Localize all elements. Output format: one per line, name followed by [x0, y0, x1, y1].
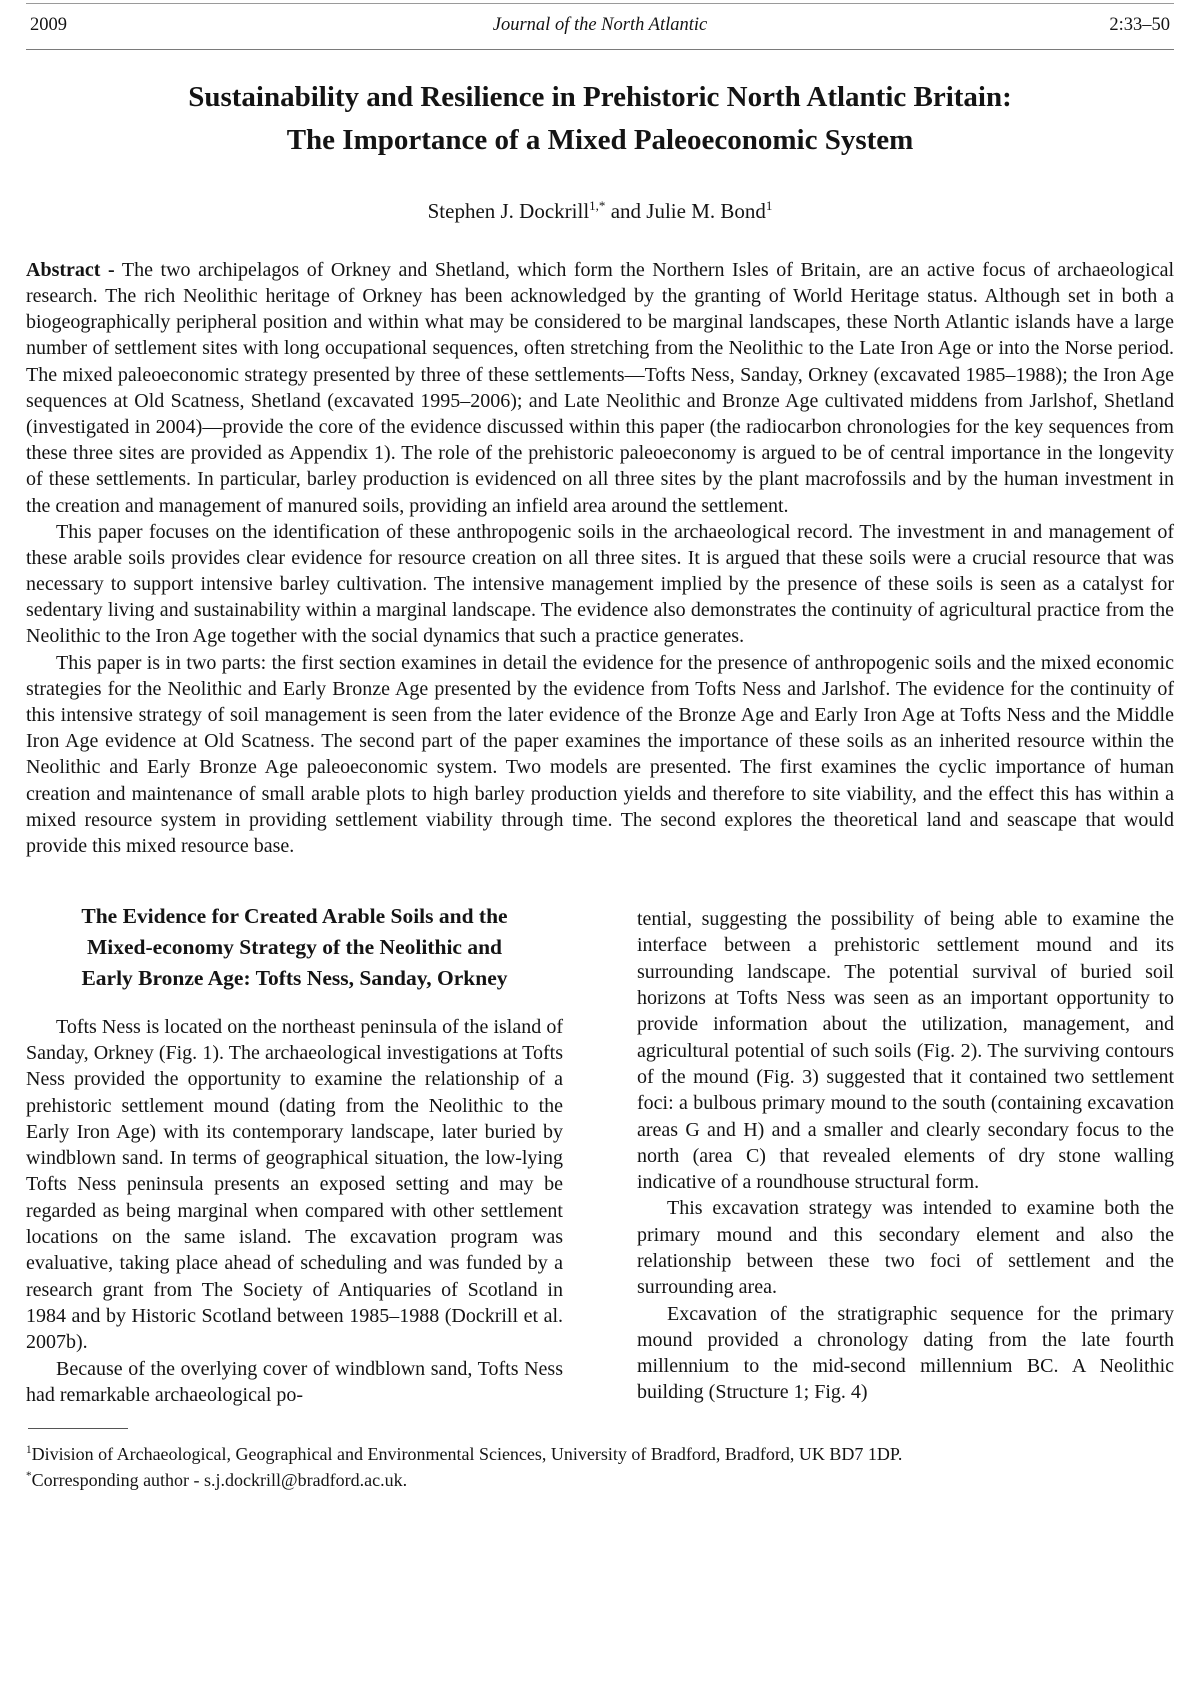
footnote-1-text: Division of Archaeological, Geographical and Environmental Sciences, University of Bradford, Bradford, UK BD7 1DP.: [31, 1444, 903, 1465]
article-title-line2: The Importance of a Mixed Paleoeconomic System: [286, 123, 914, 156]
section-heading-line3: Early Bronze Age: Tofts Ness, Sanday, Orkney: [81, 966, 508, 991]
abstract-paragraph-1-text: The two archipelagos of Orkney and Shetland, which form the Northern Isles of Britain, are an active focus of archaeological research. The rich Neolithic heritage of Orkney has been acknowledged by the granting of World Heritage status. Although set in both a biogeographically peripheral position and within what may be considered to be marginal landscapes, these North Atlantic islands have a large number of settlement sites with long occupational sequences, often stretching from the Neolithic to the Late Iron Age or into the Norse period. The mixed paleoeconomic strategy presented by three of these settlements—Tofts Ness, Sanday, Orkney (excavated 1985–1988); the Iron Age sequences at Old Scatness, Shetland (excavated 1995–2006); and Late Neolithic and Bronze Age cultivated middens from Jarlshof, Shetland (investigated in 2004)—provide the core of the evidence discussed within this paper (the radiocarbon chronologies for the key sequences from these three sites are provided as Appendix 1). The role of the prehistoric paleoeconomy is argued to be of central importance in the longevity of these settlements. In particular, barley production is evidenced on all three sites by the plant macrofossils and by the human investment in the creation and management of manured soils, providing an infield area around the settlement.: [26, 258, 1175, 517]
author-2-superscript: 1: [765, 197, 773, 213]
footnotes: [26, 1428, 1174, 1493]
footnote-separator-rule: [28, 1428, 128, 1429]
running-head-year: 2009: [30, 15, 67, 35]
right-column-paragraph-3: Excavation of the stratigraphic sequence for the primary mound provided a chronology dating from the late fourth millennium to the mid-second millennium BC. A Neolithic building (Structure 1; Fig. 4): [637, 1302, 1174, 1404]
author-1-superscript: 1,*: [589, 197, 606, 213]
footnote-affiliation: [26, 1442, 1174, 1468]
section-heading-line1: The Evidence for Created Arable Soils and the: [81, 904, 508, 929]
right-column: [637, 901, 1174, 1408]
right-column-paragraph-1: tential, suggesting the possibility of being able to examine the interface between a prehistoric settlement mound and its surrounding landscape. The potential survival of buried soil horizons at Tofts Ness was seen as an important opportunity to provide information about the utilization, management, and agricultural potential of such soils (Fig. 2). The surviving contours of the mound (Fig. 3) suggested that it contained two settlement foci: a bulbous primary mound to the south (containing excavation areas G and H) and a smaller and clearly secondary focus to the north (area C) that revealed elements of dry stone walling indicative of a roundhouse structural form.: [637, 908, 1174, 1194]
article-title-line1: Sustainability and Resilience in Prehistoric North Atlantic Britain:: [188, 81, 1012, 113]
right-column-paragraph-2: This excavation strategy was intended to examine both the primary mound and this secondary element and also the relationship between these two foci of settlement and the surrounding area.: [637, 1197, 1174, 1299]
abstract-section: [26, 257, 1174, 859]
author-joiner: and: [605, 198, 647, 223]
left-column: [26, 901, 563, 1408]
body-columns: [26, 901, 1174, 1408]
abstract-paragraph-3: This paper is in two parts: the first section examines in detail the evidence for the presence of anthropogenic soils and the mixed economic strategies for the Neolithic and Early Bronze Age presented by the evidence from Tofts Ness and Jarlshof. The evidence for the continuity of this intensive strategy of soil management is seen from the later evidence of the Bronze Age and Early Iron Age at Tofts Ness and the Middle Iron Age evidence at Old Scatness. The second part of the paper examines the importance of these soils as an inherited resource within the Neolithic and Early Bronze Age paleoeconomic system. Two models are presented. The first examines the cyclic importance of human creation and maintenance of small arable plots to high barley production yields and therefore to site viability, and the effect this has within a mixed resource system in providing settlement viability through time. The second explores the theoretical land and seascape that would provide this mixed resource base.: [26, 651, 1174, 857]
footnote-2-text: Corresponding author - s.j.dockrill@bradford.ac.uk.: [31, 1469, 408, 1490]
abstract-paragraph-1: [26, 257, 1174, 519]
author-line: [26, 199, 1174, 224]
footnote-2-marker: *: [26, 1469, 32, 1482]
section-heading-line2: Mixed-economy Strategy of the Neolithic and: [87, 935, 502, 960]
left-column-paragraph-2: Because of the overlying cover of windblown sand, Tofts Ness had remarkable archaeological po-: [26, 1357, 563, 1406]
author-1: Stephen J. Dockrill: [427, 198, 590, 223]
section-heading: [26, 901, 563, 995]
running-head: [26, 3, 1174, 50]
abstract-paragraph-2: This paper focuses on the identification of these anthropogenic soils in the archaeological record. The investment in and management of these arable soils provides clear evidence for resource creation on all three sites. It is argued that these soils were a crucial resource that was necessary to support intensive barley cultivation. The intensive management implied by the presence of these soils is seen as a catalyst for sedentary living and sustainability within a marginal landscape. The evidence also demonstrates the continuity of agricultural practice from the Neolithic to the Iron Age together with the social dynamics that such a practice generates.: [26, 520, 1174, 648]
abstract-label: Abstract -: [26, 258, 115, 281]
left-column-paragraph-1: Tofts Ness is located on the northeast peninsula of the island of Sanday, Orkney (Fig. 1). The archaeological investigations at Tofts Ness provided the opportunity to examine the relationship of a prehistoric settlement mound (dating from the Neolithic to the Early Iron Age) with its contemporary landscape, later buried by windblown sand. In terms of geographical situation, the low-lying Tofts Ness peninsula presents an exposed setting and may be regarded as being marginal when compared with other settlement locations on the same island. The excavation program was evaluative, taking place ahead of scheduling and was funded by a research grant from The Society of Antiquaries of Scotland in 1984 and by Historic Scotland between 1985–1988 (Dockrill et al. 2007b).: [26, 1015, 563, 1354]
footnote-corresponding-author: [26, 1468, 1174, 1494]
running-head-pages: 2:33–50: [1109, 15, 1170, 35]
running-head-journal-title: Journal of the North Atlantic: [492, 15, 708, 35]
footnote-1-marker: 1: [26, 1444, 32, 1457]
article-title: [26, 76, 1174, 162]
author-2: Julie M. Bond: [646, 198, 766, 223]
